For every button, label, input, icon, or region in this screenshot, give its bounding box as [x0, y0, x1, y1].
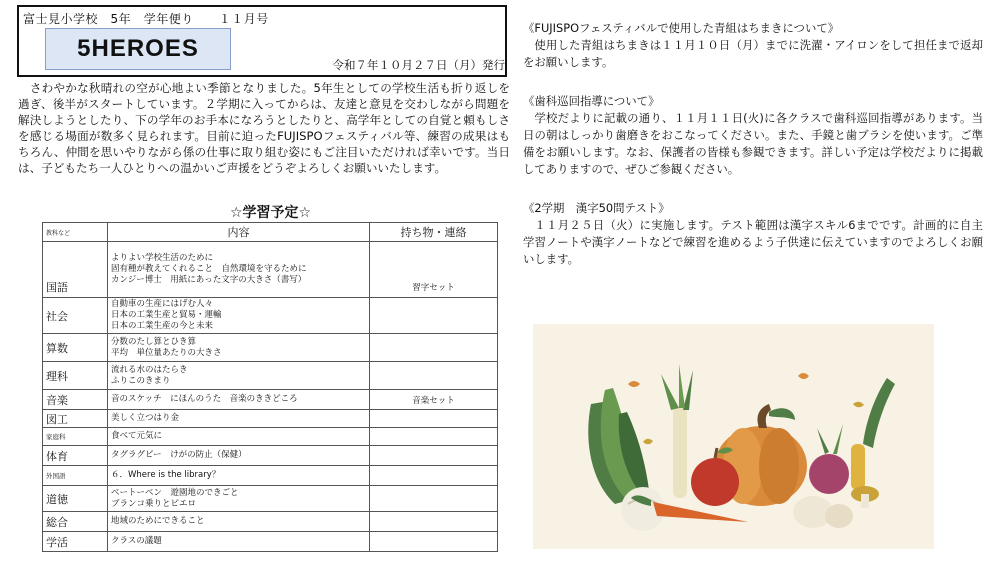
row-subject: 算数	[43, 334, 108, 362]
row-items: 習字セット	[370, 242, 498, 298]
schedule-row	[43, 334, 498, 362]
schedule-row	[43, 428, 498, 446]
header-info-line	[23, 10, 269, 27]
row-content	[108, 298, 370, 334]
vegetables-icon	[533, 324, 934, 549]
newsletter-type: 学年便り	[143, 12, 194, 26]
row-content	[108, 466, 370, 486]
row-subject: 学活	[43, 532, 108, 552]
grade-label: 5年	[110, 12, 132, 26]
row-subject: 外国語	[43, 466, 108, 486]
row-content	[108, 410, 370, 428]
row-subject: 図工	[43, 410, 108, 428]
autumn-vegetables-illustration	[533, 324, 934, 549]
row-items	[370, 466, 498, 486]
schedule-row	[43, 532, 498, 552]
content-line: ６．Where is the library？	[111, 470, 221, 480]
section-kanji-test	[523, 200, 983, 268]
issue-date: 令和７年１０月２７日（月）発行	[332, 58, 505, 72]
content-line: 分数のたし算とひき算	[111, 336, 197, 347]
content-line: 自動車の生産にはげむ人々	[111, 299, 214, 309]
content-line: 日本の工業生産と貿易・運輸	[111, 310, 222, 320]
schedule-title: ☆学習予定☆	[230, 205, 312, 221]
school-name: 富士見小学校	[23, 12, 99, 26]
schedule-table	[42, 222, 498, 552]
row-content	[108, 334, 370, 362]
schedule-row	[43, 410, 498, 428]
row-content	[108, 428, 370, 446]
content-line: ベートーベン 遊園地のできごと	[111, 487, 239, 498]
content-line: よりよい学校生活のために	[111, 253, 214, 263]
header-items: 持ち物・連絡	[370, 223, 498, 242]
row-subject: 理科	[43, 362, 108, 390]
row-items	[370, 486, 498, 512]
schedule-row	[43, 446, 498, 466]
header-content: 内容	[108, 223, 370, 242]
content-line: 固有種が教えてくれること 自然環境を守るために	[111, 264, 307, 274]
row-subject: 総合	[43, 512, 108, 532]
content-line: 平均 単位量あたりの大きさ	[111, 347, 222, 358]
row-items: 音楽セット	[370, 390, 498, 410]
row-content	[108, 242, 370, 298]
issue-month: １１月号	[218, 12, 269, 26]
section-title: 《FUJISPOフェスティバルで使用した青組はちまきについて》	[523, 21, 840, 35]
schedule-row	[43, 362, 498, 390]
row-items	[370, 362, 498, 390]
row-subject: 国語	[43, 242, 108, 298]
schedule-header-row	[43, 223, 498, 242]
row-content	[108, 390, 370, 410]
section-body: 使用した青組はちまきは１１月１０日（月）までに洗濯・アイロンをして担任まで返却をお願いします。	[523, 38, 983, 69]
row-content	[108, 362, 370, 390]
row-content	[108, 446, 370, 466]
row-items	[370, 428, 498, 446]
newsletter-header	[17, 5, 507, 77]
schedule-row	[43, 486, 498, 512]
content-line: 食べて元気に	[111, 431, 163, 441]
schedule-row	[43, 466, 498, 486]
content-line: クラスの議題	[111, 536, 162, 546]
row-items	[370, 410, 498, 428]
header-subject: 教科など	[43, 223, 108, 242]
section-body: １１月２５日（火）に実施します。テスト範囲は漢字スキル6までです。計画的に自主学習ノートや漢字ノートなどで練習を進めるよう子供達に伝えていますのでよろしくお願いします。	[523, 218, 983, 266]
schedule-row	[43, 242, 498, 298]
intro-text: さわやかな秋晴れの空が心地よい季節となりました。5年生としての学校生活も折り返しを過ぎ、後半がスタートしています。２学期に入ってからは、友達と意見を交わしながら問題を解決しようとしたり、下の学年のお手本になろうとしたりと、高学年としての自覚と頼もしさを感じる場面が数多く見られます。目前に迫ったFUJISPOフェスティバル等、練習の成果はもちろん、仲間を思いやりながら係の仕事に取り組む姿にもご注目いただければ幸いです。当日は、子どもたち一人ひとりへの温かいご声援をどうぞよろしくお願いいたします。	[18, 81, 510, 175]
content-line: ブランコ乗りとピエロ	[111, 498, 197, 509]
row-content	[108, 486, 370, 512]
section-title: 《2学期 漢字50問テスト》	[523, 201, 670, 215]
content-line: タグラグビー けがの防止（保健）	[111, 450, 247, 460]
row-subject: 音楽	[43, 390, 108, 410]
content-line: カンジー博士 用紙にあった文字の大きさ（書写）	[111, 275, 307, 285]
schedule-row	[43, 298, 498, 334]
content-line: 音のスケッチ にほんのうた 音楽のききどころ	[111, 394, 298, 404]
row-items	[370, 298, 498, 334]
row-items	[370, 512, 498, 532]
row-subject: 社会	[43, 298, 108, 334]
content-line: 美しく立つはり金	[111, 413, 180, 423]
section-body: 学校だよりに記載の通り、１１月１１日(火)に各クラスで歯科巡回指導があります。当日の朝はしっかり歯磨きをおこなってください。また、手鏡と歯ブラシを使います。ご準備をお願いします。なお、保護者の皆様も参観できます。詳しい予定は学校だよりに掲載してありますので、ぜひご参観ください。	[523, 111, 983, 176]
row-subject: 体育	[43, 446, 108, 466]
content-line: 流れる水のはたらき	[111, 364, 188, 375]
row-items	[370, 334, 498, 362]
content-line: ふりこのきまり	[111, 375, 171, 386]
row-content	[108, 532, 370, 552]
row-content	[108, 512, 370, 532]
row-subject: 道徳	[43, 486, 108, 512]
row-subject: 家庭科	[43, 428, 108, 446]
content-line: 地域のためにできること	[111, 516, 205, 526]
schedule-row	[43, 390, 498, 410]
schedule-row	[43, 512, 498, 532]
row-items	[370, 446, 498, 466]
section-dental	[523, 93, 983, 178]
content-line: 日本の工業生産の今と未来	[111, 321, 214, 331]
section-hachimaki	[523, 20, 983, 71]
row-items	[370, 532, 498, 552]
intro-paragraph	[18, 80, 510, 176]
section-title: 《歯科巡回指導について》	[523, 94, 660, 108]
newsletter-title: 5HEROES	[45, 28, 231, 70]
schedule-body	[43, 242, 498, 552]
